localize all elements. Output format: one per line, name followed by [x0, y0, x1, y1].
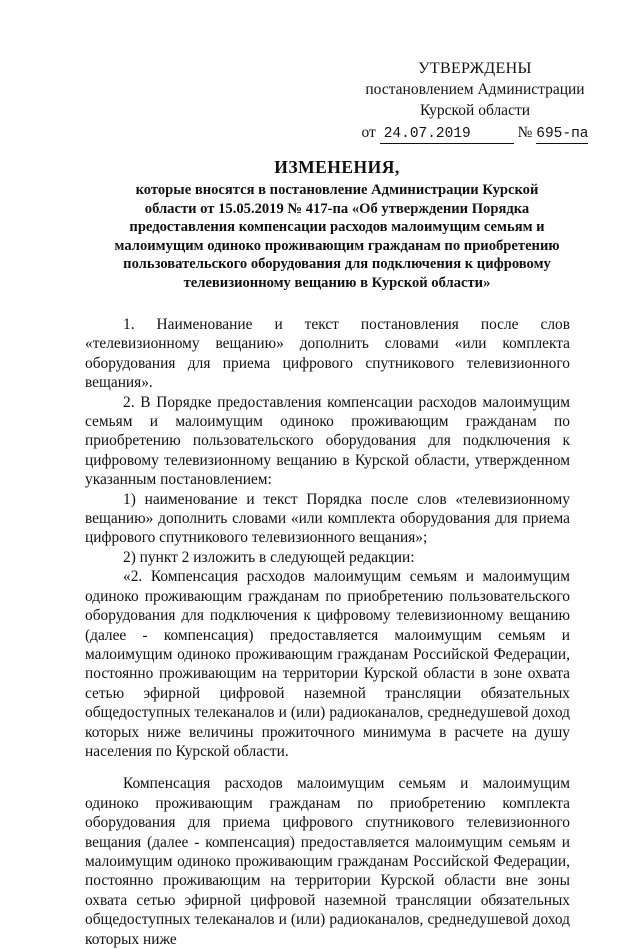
document-body	[85, 315, 570, 949]
paragraph-1: 1. Наименование и текст постановления после слов «телевизионному вещанию» дополнить словами «или комплекта оборудования для приема цифрового спутникового телевизионного вещания».	[85, 316, 570, 392]
date-prefix: от	[361, 124, 376, 141]
paragraph-5: «2. Компенсация расходов малоимущим семьям и малоимущим одиноко проживающим гражданам по приобретению пользовательского оборудования для подключения к цифровому телевизионному вещанию (далее - компенсация) предоставляется малоимущим семьям и малоимущим одиноко проживающим гражданам Российской Федерации, постоянно проживающим на территории Курской области в зоне охвата сетью эфирной цифровой наземной трансляции обязательных общедоступных телеканалов и (или) радиоканалов, среднедушевой доход которых ниже величины прожиточного минимума в расчете на душу населения по Курской области.	[85, 568, 570, 760]
document-title: ИЗМЕНЕНИЯ,	[274, 157, 400, 177]
paragraph-4: 2) пункт 2 изложить в следующей редакции:	[123, 548, 415, 566]
approval-date: 24.07.2019	[380, 126, 514, 144]
document-title-block	[112, 157, 562, 293]
number-prefix: №	[517, 124, 533, 141]
approval-line-2: Курской области	[419, 102, 531, 119]
approval-line-1: постановлением Администрации	[365, 81, 585, 98]
paragraph-3: 1) наименование и текст Порядка после слов «телевизионному вещанию» дополнить словами «или комплекта оборудования для приема цифрового спутникового телевизионного вещания»;	[85, 490, 570, 547]
approval-date-line	[340, 122, 610, 144]
approval-stamp	[340, 58, 610, 144]
paragraph-2: 2. В Порядке предоставления компенсации расходов малоимущим семьям и малоимущим одиноко проживающим гражданам по приобретению пользовательского оборудования для подключения к цифровому телевизионному вещанию в Курской области, утвержденном указанным постановлением:	[85, 393, 570, 489]
approval-number: 695-па	[536, 126, 589, 142]
document-subtitle: которые вносятся в постановление Администрации Курской области от 15.05.2019 № 417-па «Об утверждении Порядка предоставления компенсации расходов малоимущим семьям и малоимущим одиноко проживающим гражданам по приобретению пользовательского оборудования для подключения к цифровому телевизионному вещанию в Курской области»	[114, 182, 560, 291]
paragraph-6: Компенсация расходов малоимущим семьям и малоимущим одиноко проживающим гражданам по приобретению комплекта оборудования для приема цифрового спутникового телевизионного вещания (далее - компенсация) предоставляется малоимущим семьям и малоимущим одиноко проживающим гражданам Российской Федерации, постоянно проживающим на территории Курской области вне зоны охвата сетью эфирной цифровой наземной трансляции обязательных общедоступных телеканалов и (или) радиоканалов, среднедушевой доход которых ниже	[85, 775, 570, 948]
approval-heading: УТВЕРЖДЕНЫ	[418, 60, 532, 77]
